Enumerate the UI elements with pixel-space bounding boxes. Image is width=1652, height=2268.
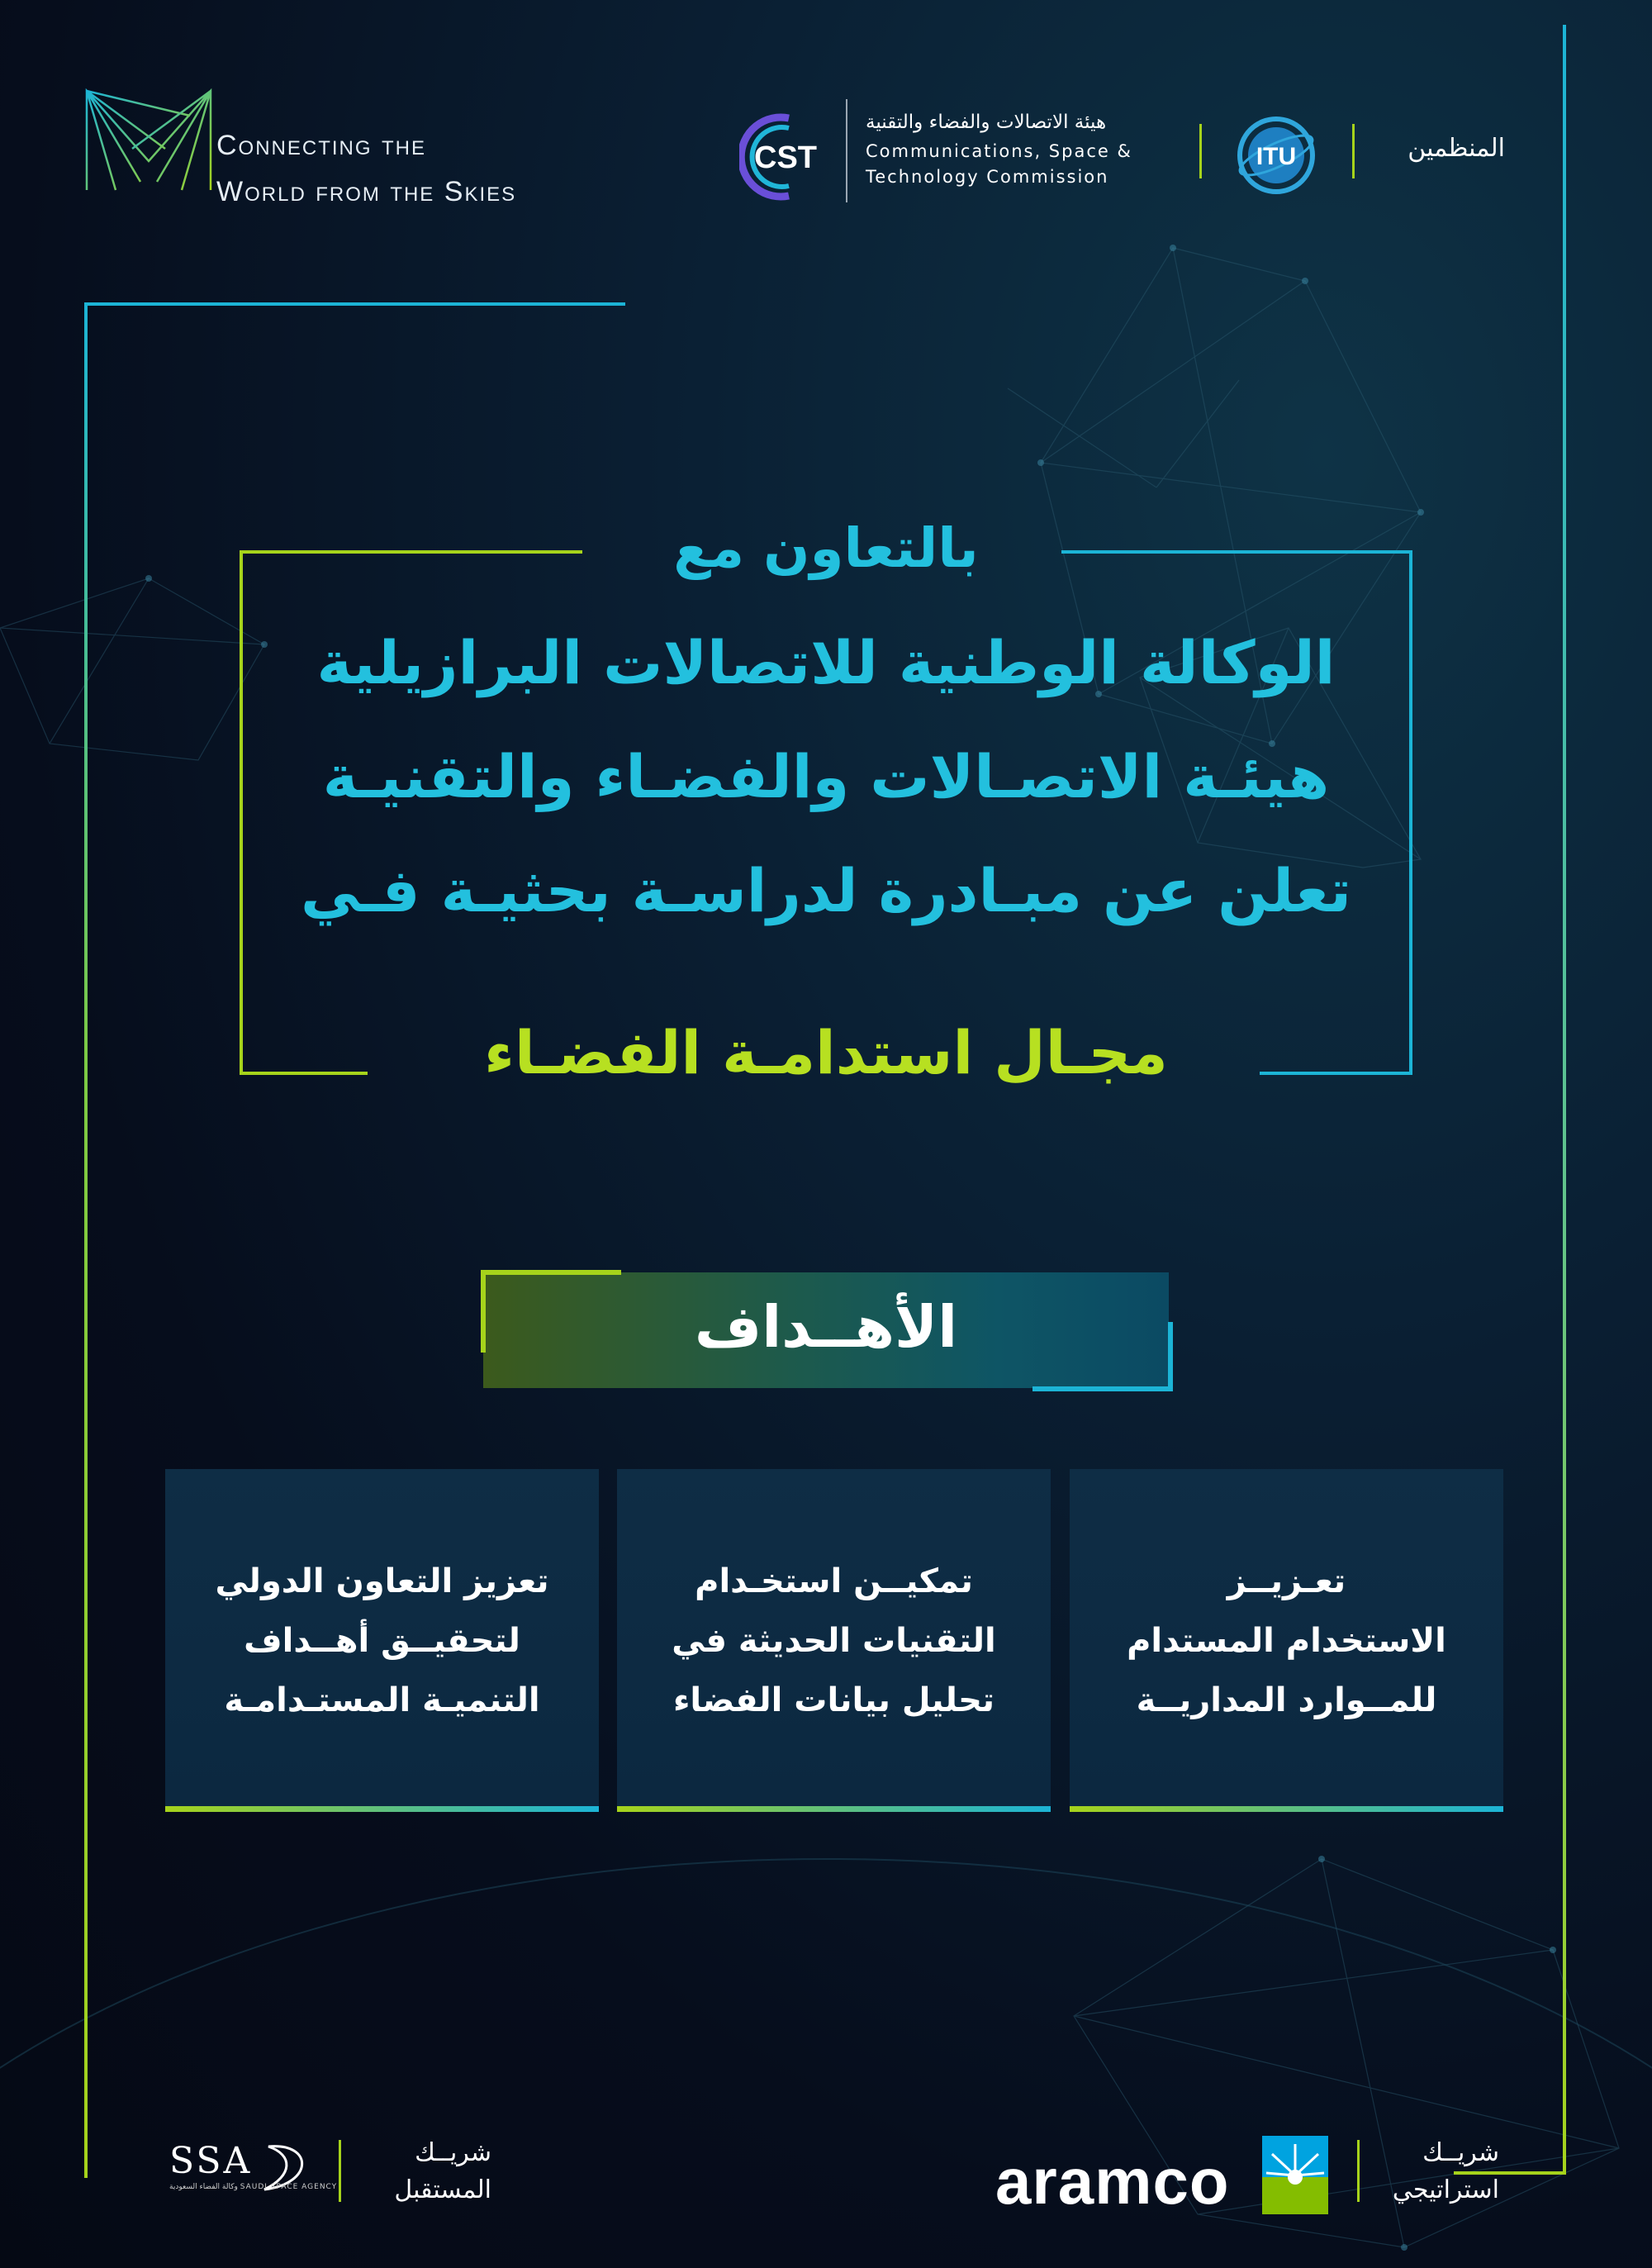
- strategic-partner-label: [1371, 2134, 1499, 2209]
- header-divider: [1199, 124, 1202, 178]
- goal-card-accent-bar: [1070, 1806, 1503, 1812]
- frame-line: [1563, 25, 1566, 2173]
- future-partner-line-2: المستقبل: [394, 2175, 491, 2204]
- goal-card-text: تمكيــن استخـدام التقنيات الحديثة في تحليل بيانات الفضاء: [672, 1562, 996, 1719]
- cst-logo-icon: [739, 112, 834, 202]
- cst-english-line-2: Technology Commission: [866, 167, 1109, 187]
- goal-card-text: تعزيز التعاون الدولي لتحقيــق أهــداف التنميـة المستـدامـة: [215, 1562, 549, 1719]
- footer-divider: [1357, 2140, 1360, 2202]
- tagline-line-2: World from the Skies: [216, 176, 517, 207]
- strategic-partner-line-2: استراتيجي: [1392, 2175, 1499, 2204]
- goals-badge-corner: [1032, 1386, 1173, 1391]
- frame-line: [84, 302, 625, 306]
- aramco-logo-icon: [1262, 2136, 1328, 2214]
- headline-frame-line: [1409, 550, 1412, 1075]
- headline-line-4: تعلن عن مبـادرة لدراسـة بحثيـة فـي: [300, 856, 1352, 925]
- ssa-logo-subtitle: وكالة الفضاء السعودية SAUDI SPACE AGENCY: [169, 2183, 338, 2191]
- goal-card-accent-bar: [617, 1806, 1051, 1812]
- goal-card: [617, 1469, 1051, 1812]
- headline-frame-line: [240, 550, 243, 1075]
- goal-card: [165, 1469, 599, 1812]
- connecting-world-logo-icon: [83, 83, 215, 194]
- frame-line: [84, 302, 88, 2178]
- itu-logo-icon: [1235, 114, 1317, 197]
- cst-divider: [846, 99, 847, 202]
- cst-english-line-1: Communications, Space &: [866, 141, 1132, 161]
- headline-line-1: بالتعاون مع: [673, 516, 979, 580]
- goal-card: [1070, 1469, 1503, 1812]
- cst-arabic-name: هيئة الاتصالات والفضاء والتقنية: [866, 112, 1107, 133]
- footer-divider: [339, 2140, 341, 2202]
- headline-line-2: الوكالة الوطنية للاتصالات البرازيلية: [316, 628, 1336, 697]
- goals-title: الأهــداف: [694, 1293, 958, 1361]
- future-partner-label: [355, 2134, 491, 2209]
- aramco-wordmark: aramco: [995, 2145, 1230, 2218]
- goals-badge-corner: [481, 1270, 621, 1275]
- ssa-logo-icon: [169, 2138, 314, 2204]
- tagline-line-1: Connecting the: [216, 130, 426, 161]
- ssa-logo-text: SSA: [169, 2140, 253, 2182]
- goal-card-text: تعـزيــز الاستخدام المستدام للمــوارد المداريــة: [1127, 1562, 1446, 1719]
- header-divider: [1352, 124, 1355, 178]
- connecting-world-tagline: [216, 122, 516, 215]
- cst-english-name: [866, 139, 1213, 190]
- organizers-label: المنظمين: [1408, 134, 1505, 163]
- itu-logo-text: ITU: [1256, 143, 1297, 170]
- cst-logo-text: CST: [754, 140, 817, 175]
- future-partner-line-1: شريــك: [415, 2138, 491, 2167]
- headline-highlight: مجـال استدامـة الفضـاء: [484, 1018, 1168, 1087]
- goal-card-accent-bar: [165, 1806, 599, 1812]
- strategic-partner-line-1: شريــك: [1422, 2138, 1499, 2167]
- headline-line-3: هيئـة الاتصـالات والفضـاء والتقنيـة: [322, 742, 1330, 811]
